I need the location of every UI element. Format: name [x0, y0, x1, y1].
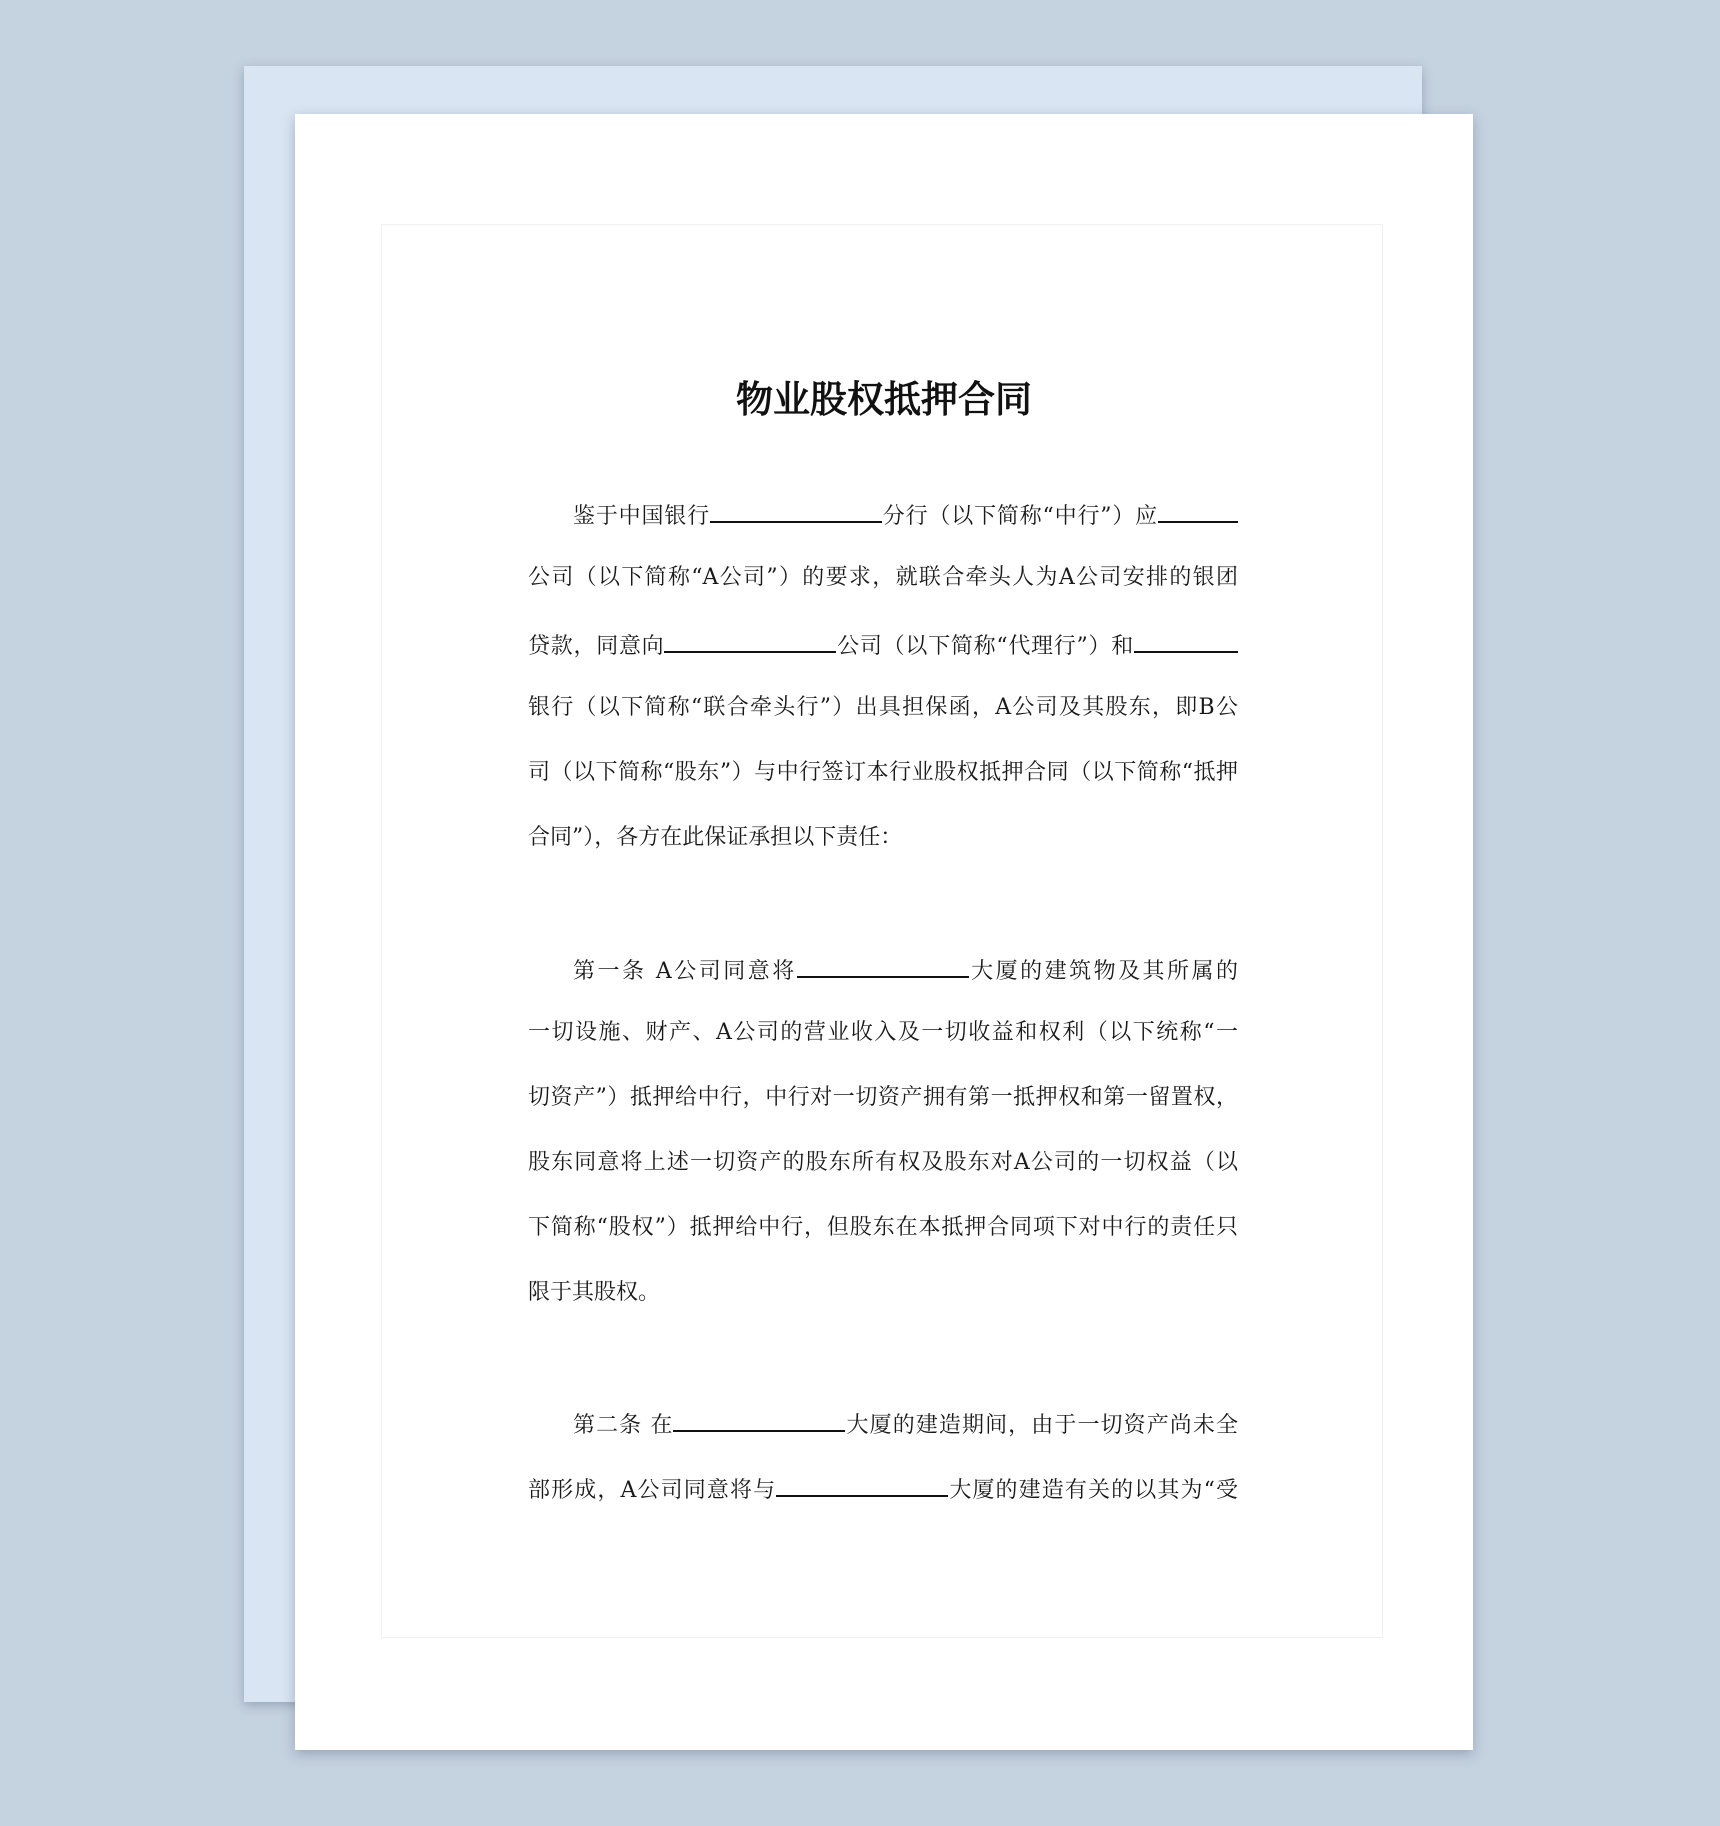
fill-in-blank [797, 954, 969, 978]
document-title: 物业股权抵押合同 [736, 378, 1032, 421]
article-1-line-1 [528, 954, 1238, 987]
text-segment: 公司（以下简称“代理行”）和 [836, 634, 1134, 659]
fill-in-blank [1134, 629, 1238, 653]
text-segment: 大厦的建筑物及其所属的 [968, 959, 1238, 984]
text-segment: 第二条 在 [573, 1413, 674, 1438]
text-segment: 大厦的建造期间，由于一切资产尚未全 [845, 1413, 1238, 1438]
article-1-line-2: 一切设施、财产、A公司的营业收入及一切收益和权利（以下统称“一 [528, 1020, 1238, 1045]
text-segment: 大厦的建造有关的以其为“受 [948, 1478, 1238, 1503]
preamble-line-4: 银行（以下简称“联合牵头行”）出具担保函，A公司及其股东，即B公 [528, 695, 1238, 720]
preamble-line-2: 公司（以下简称“A公司”）的要求，就联合牵头人为A公司安排的银团 [528, 565, 1238, 590]
preamble-line-1 [528, 499, 1238, 532]
article-1-line-3: 切资产”）抵押给中行，中行对一切资产拥有第一抵押权和第一留置权， [528, 1085, 1238, 1110]
article-1-line-4: 股东同意将上述一切资产的股东所有权及股东对A公司的一切权益（以 [528, 1150, 1238, 1175]
text-segment: 贷款，同意向 [528, 634, 665, 659]
text-segment: 鉴于中国银行 [573, 504, 710, 529]
text-segment: 部形成，A公司同意将与 [528, 1478, 777, 1503]
fill-in-blank [673, 1408, 845, 1432]
article-1-line-6: 限于其股权。 [528, 1280, 661, 1305]
fill-in-blank [710, 499, 882, 523]
fill-in-blank [776, 1473, 948, 1497]
article-2-line-2 [528, 1473, 1238, 1506]
fill-in-blank [664, 629, 836, 653]
preamble-line-6: 合同”），各方在此保证承担以下责任： [528, 825, 903, 850]
article-2-line-1 [528, 1408, 1238, 1441]
text-segment: 分行（以下简称“中行”）应 [881, 504, 1158, 529]
article-1-line-5: 下简称“股权”）抵押给中行，但股东在本抵押合同项下对中行的责任只 [528, 1215, 1238, 1240]
document-page [295, 114, 1473, 1750]
fill-in-blank [1158, 499, 1238, 523]
text-segment: 第一条 A公司同意将 [573, 959, 797, 984]
preamble-line-3 [528, 629, 1238, 662]
preamble-line-5: 司（以下简称“股东”）与中行签订本行业股权抵押合同（以下简称“抵押 [528, 760, 1238, 785]
